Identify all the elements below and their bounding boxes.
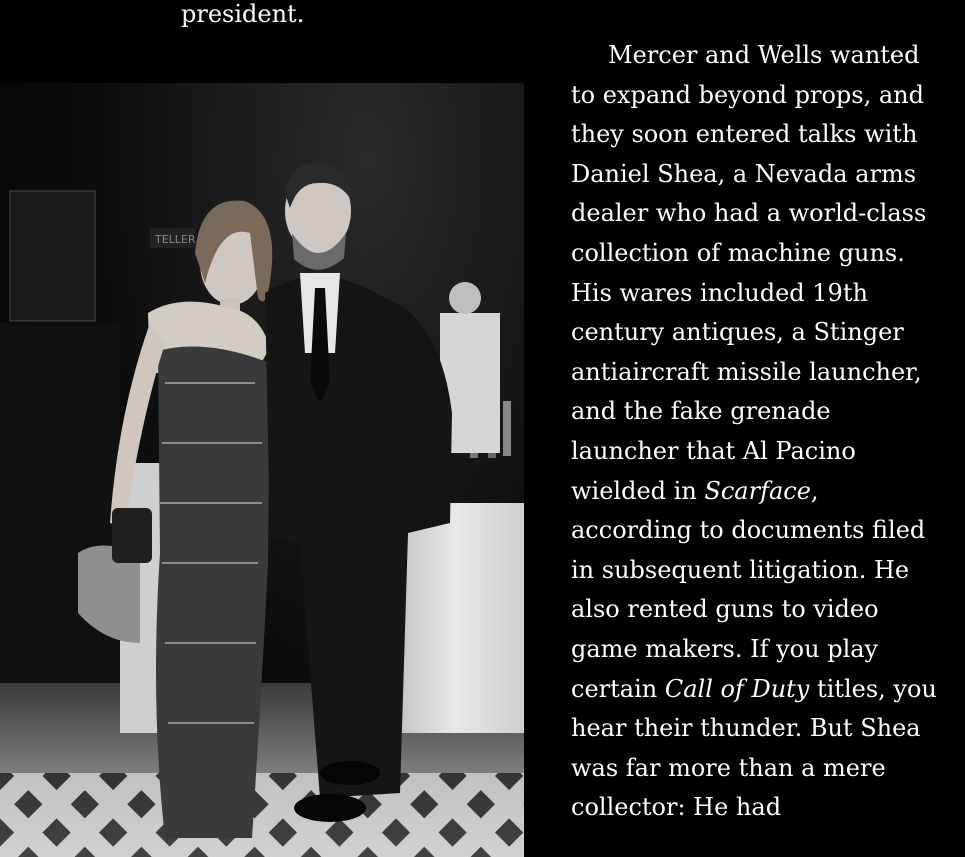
- previous-paragraph-tail: president.: [181, 0, 305, 28]
- paragraph-text-1: Mercer and Wells wanted to expand beyond props, and they soon entered talks with Daniel Shea, a Nevada arms dealer who had a world-class collection of machine guns. His wares included 19th century antiques, a Stinger antiaircraft missile launcher, and the fake grenade launcher that Al Pacino wielded in: [571, 41, 927, 505]
- paragraph-text-3: titles, you hear their thunder. But Shea was far more than a mere collector: He had: [571, 674, 937, 822]
- game-title-call-of-duty: Call of Duty: [664, 674, 810, 703]
- film-title-scarface: Scarface: [704, 476, 811, 505]
- article-body: [571, 36, 941, 828]
- speaker: [10, 191, 95, 321]
- article-paragraph: [571, 36, 941, 828]
- paragraph-text-2: , according to documents filed in subsequent litigation. He also rented guns to video game makers. If you play certain: [571, 476, 926, 703]
- tile-border: [0, 773, 524, 857]
- svg-text:TELLER: TELLER: [155, 233, 196, 246]
- couple-photo: [0, 83, 524, 857]
